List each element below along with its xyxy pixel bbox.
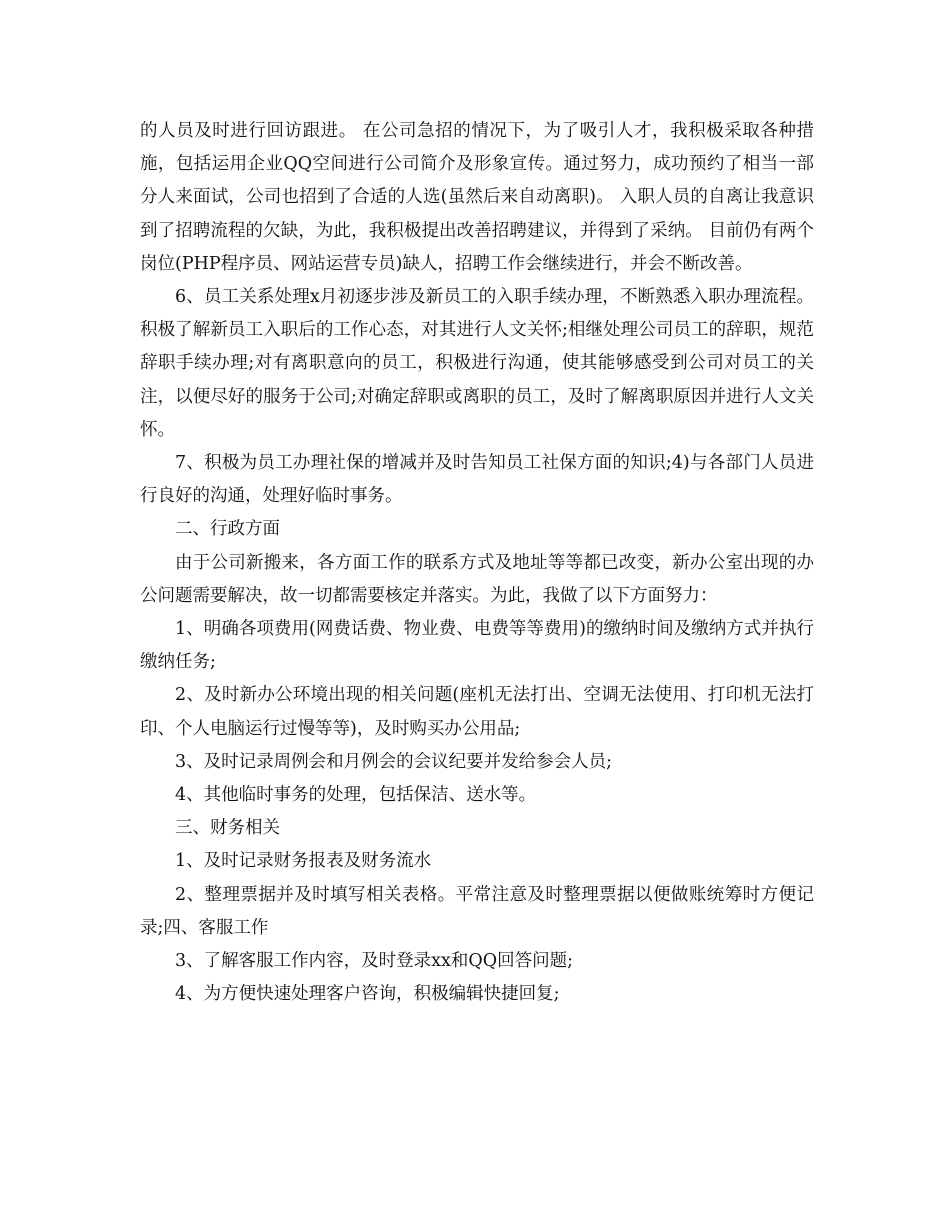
paragraph-recruitment-continued: 的人员及时进行回访跟进。 在公司急招的情况下，为了吸引人才，我积极采取各种措施，包括运用企业QQ空间进行公司简介及形象宣传。通过努力，成功预约了相当一部分人来面试，公司也招到了合适的人选(虽然后来自动离职)。 入职人员的自离让我意识到了招聘流程的欠缺，为此，我积极提出改善招聘建议，并得到了采纳。 目前仍有两个岗位(PHP程序员、网站运营专员)缺人，招聘工作会继续进行，并会不断改善。 — [140, 121, 814, 274]
list-item-finance-2: 2、整理票据并及时填写相关表格。平常注意及时整理票据以便做账统筹时方便记录;四、客服工作 — [140, 884, 814, 938]
list-item-admin-4: 4、其他临时事务的处理，包括保洁、送水等。 — [175, 785, 537, 806]
list-item-admin-1: 1、明确各项费用(网费话费、物业费、电费等等费用)的缴纳时间及缴纳方式并执行缴纳任务; — [140, 619, 814, 673]
paragraph-employee-relations: 6、员工关系处理x月初逐步涉及新员工的入职手续办理，不断熟悉入职办理流程。积极了解新员工入职后的工作心态，对其进行人文关怀;相继处理公司员工的辞职，规范辞职手续办理;对有离职意向的员工，积极进行沟通，使其能够感受到公司对员工的关注，以便尽好的服务于公司;对确定辞职或离职的员工，及时了解离职原因并进行人文关怀。 — [140, 287, 814, 440]
section-heading-finance: 三、财务相关 — [175, 818, 280, 839]
list-item-service-4: 4、为方便快速处理客户咨询，积极编辑快捷回复; — [175, 984, 560, 1005]
list-item-admin-2: 2、及时新办公环境出现的相关问题(座机无法打出、空调无法使用、打印机无法打印、个人电脑运行过慢等等)，及时购买办公用品; — [140, 685, 814, 739]
document-body — [140, 115, 814, 1011]
paragraph-social-insurance: 7、积极为员工办理社保的增减并及时告知员工社保方面的知识;4)与各部门人员进行良好的沟通，处理好临时事务。 — [140, 453, 814, 507]
section-heading-administration: 二、行政方面 — [175, 519, 280, 540]
list-item-service-3: 3、了解客服工作内容，及时登录xx和QQ回答问题; — [175, 951, 573, 972]
list-item-finance-1: 1、及时记录财务报表及财务流水 — [175, 851, 432, 872]
list-item-admin-3: 3、及时记录周例会和月例会的会议纪要并发给参会人员; — [175, 751, 613, 772]
paragraph-administration-intro: 由于公司新搬来，各方面工作的联系方式及地址等等都已改变，新办公室出现的办公问题需要解决，故一切都需要核定并落实。为此，我做了以下方面努力： — [140, 552, 814, 606]
